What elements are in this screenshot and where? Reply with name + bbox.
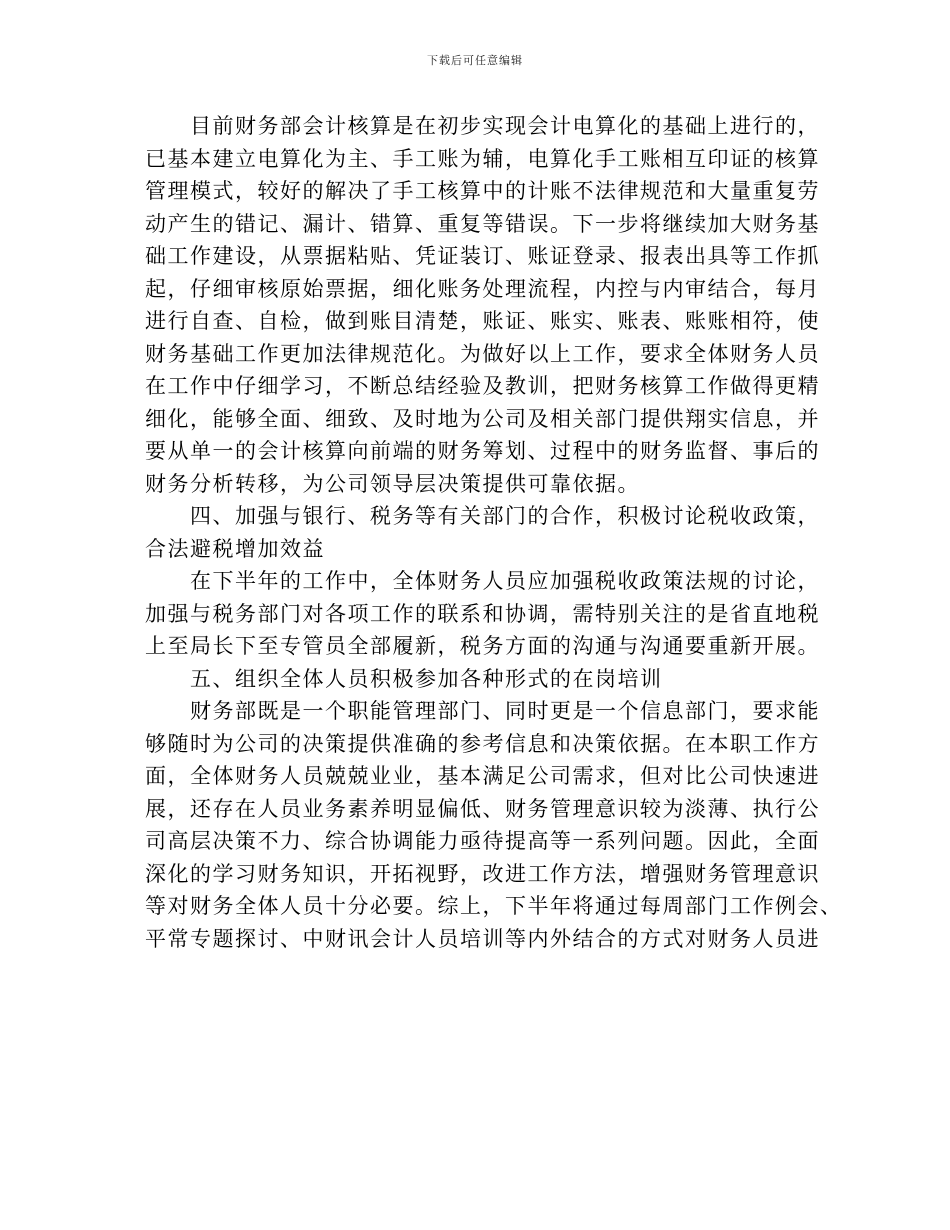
text-line: 动产生的错记、漏计、错算、重复等错误。下一步将继续加大财务基 — [145, 211, 820, 236]
text-line: 细化，能够全面、细致、及时地为公司及相关部门提供翔实信息，并 — [145, 406, 820, 431]
paragraph-p2 — [145, 500, 820, 565]
text-line: 在工作中仔细学习，不断总结经验及教训，把财务核算工作做得更精 — [145, 374, 820, 398]
document-body — [145, 110, 843, 955]
text-line: 够随时为公司的决策提供准确的参考信息和决策依据。在本职工作方 — [145, 731, 820, 756]
text-line: 司高层决策不力、综合协调能力亟待提高等一系列问题。因此，全面 — [145, 829, 820, 853]
text-line: 财务部既是一个职能管理部门、同时更是一个信息部门，要求能 — [190, 699, 820, 723]
paragraph-p3 — [145, 565, 820, 663]
text-line: 合法避税增加效益 — [145, 536, 325, 561]
page-header: 下载后可任意编辑 — [427, 54, 523, 67]
text-line: 管理模式，较好的解决了手工核算中的计账不法律规范和大量重复劳 — [145, 179, 820, 203]
text-line: 深化的学习财务知识，开拓视野，改进工作方法，增强财务管理意识 — [145, 861, 820, 886]
text-line: 目前财务部会计核算是在初步实现会计电算化的基础上进行的， — [190, 114, 820, 138]
text-line: 已基本建立电算化为主、手工账为辅，电算化手工账相互印证的核算 — [145, 146, 820, 171]
text-line: 面，全体财务人员兢兢业业，基本满足公司需求，但对比公司快速进 — [145, 764, 820, 788]
text-line: 起，仔细审核原始票据，细化账务处理流程，内控与内审结合，每月 — [145, 276, 820, 301]
text-line: 上至局长下至专管员全部履新，税务方面的沟通与沟通要重新开展。 — [145, 634, 820, 658]
text-line: 在下半年的工作中，全体财务人员应加强税收政策法规的讨论， — [190, 569, 820, 593]
text-line: 加强与税务部门对各项工作的联系和协调，需特别关注的是省直地税 — [145, 601, 820, 626]
paragraph-p4 — [145, 663, 805, 696]
text-line: 础工作建设，从票据粘贴、凭证装订、账证登录、报表出具等工作抓 — [145, 244, 820, 268]
text-line: 平常专题探讨、中财讯会计人员培训等内外结合的方式对财务人员进 — [145, 926, 820, 951]
paragraph-p1 — [145, 110, 820, 500]
paragraph-p5 — [145, 695, 843, 955]
text-line: 要从单一的会计核算向前端的财务筹划、过程中的财务监督、事后的 — [145, 439, 820, 463]
text-line: 进行自查、自检，做到账目清楚，账证、账实、账表、账账相符，使 — [145, 309, 820, 333]
text-line: 等对财务全体人员十分必要。综上，下半年将通过每周部门工作例会、 — [145, 894, 843, 918]
text-line: 财务基础工作更加法律规范化。为做好以上工作，要求全体财务人员 — [145, 341, 820, 366]
text-line: 五、组织全体人员积极参加各种形式的在岗培训 — [190, 666, 663, 691]
text-line: 展，还存在人员业务素养明显偏低、财务管理意识较为淡薄、执行公 — [145, 796, 820, 821]
text-line: 四、加强与银行、税务等有关部门的合作，积极讨论税收政策， — [190, 504, 820, 528]
text-line: 财务分析转移，为公司领导层决策提供可靠依据。 — [145, 471, 640, 496]
